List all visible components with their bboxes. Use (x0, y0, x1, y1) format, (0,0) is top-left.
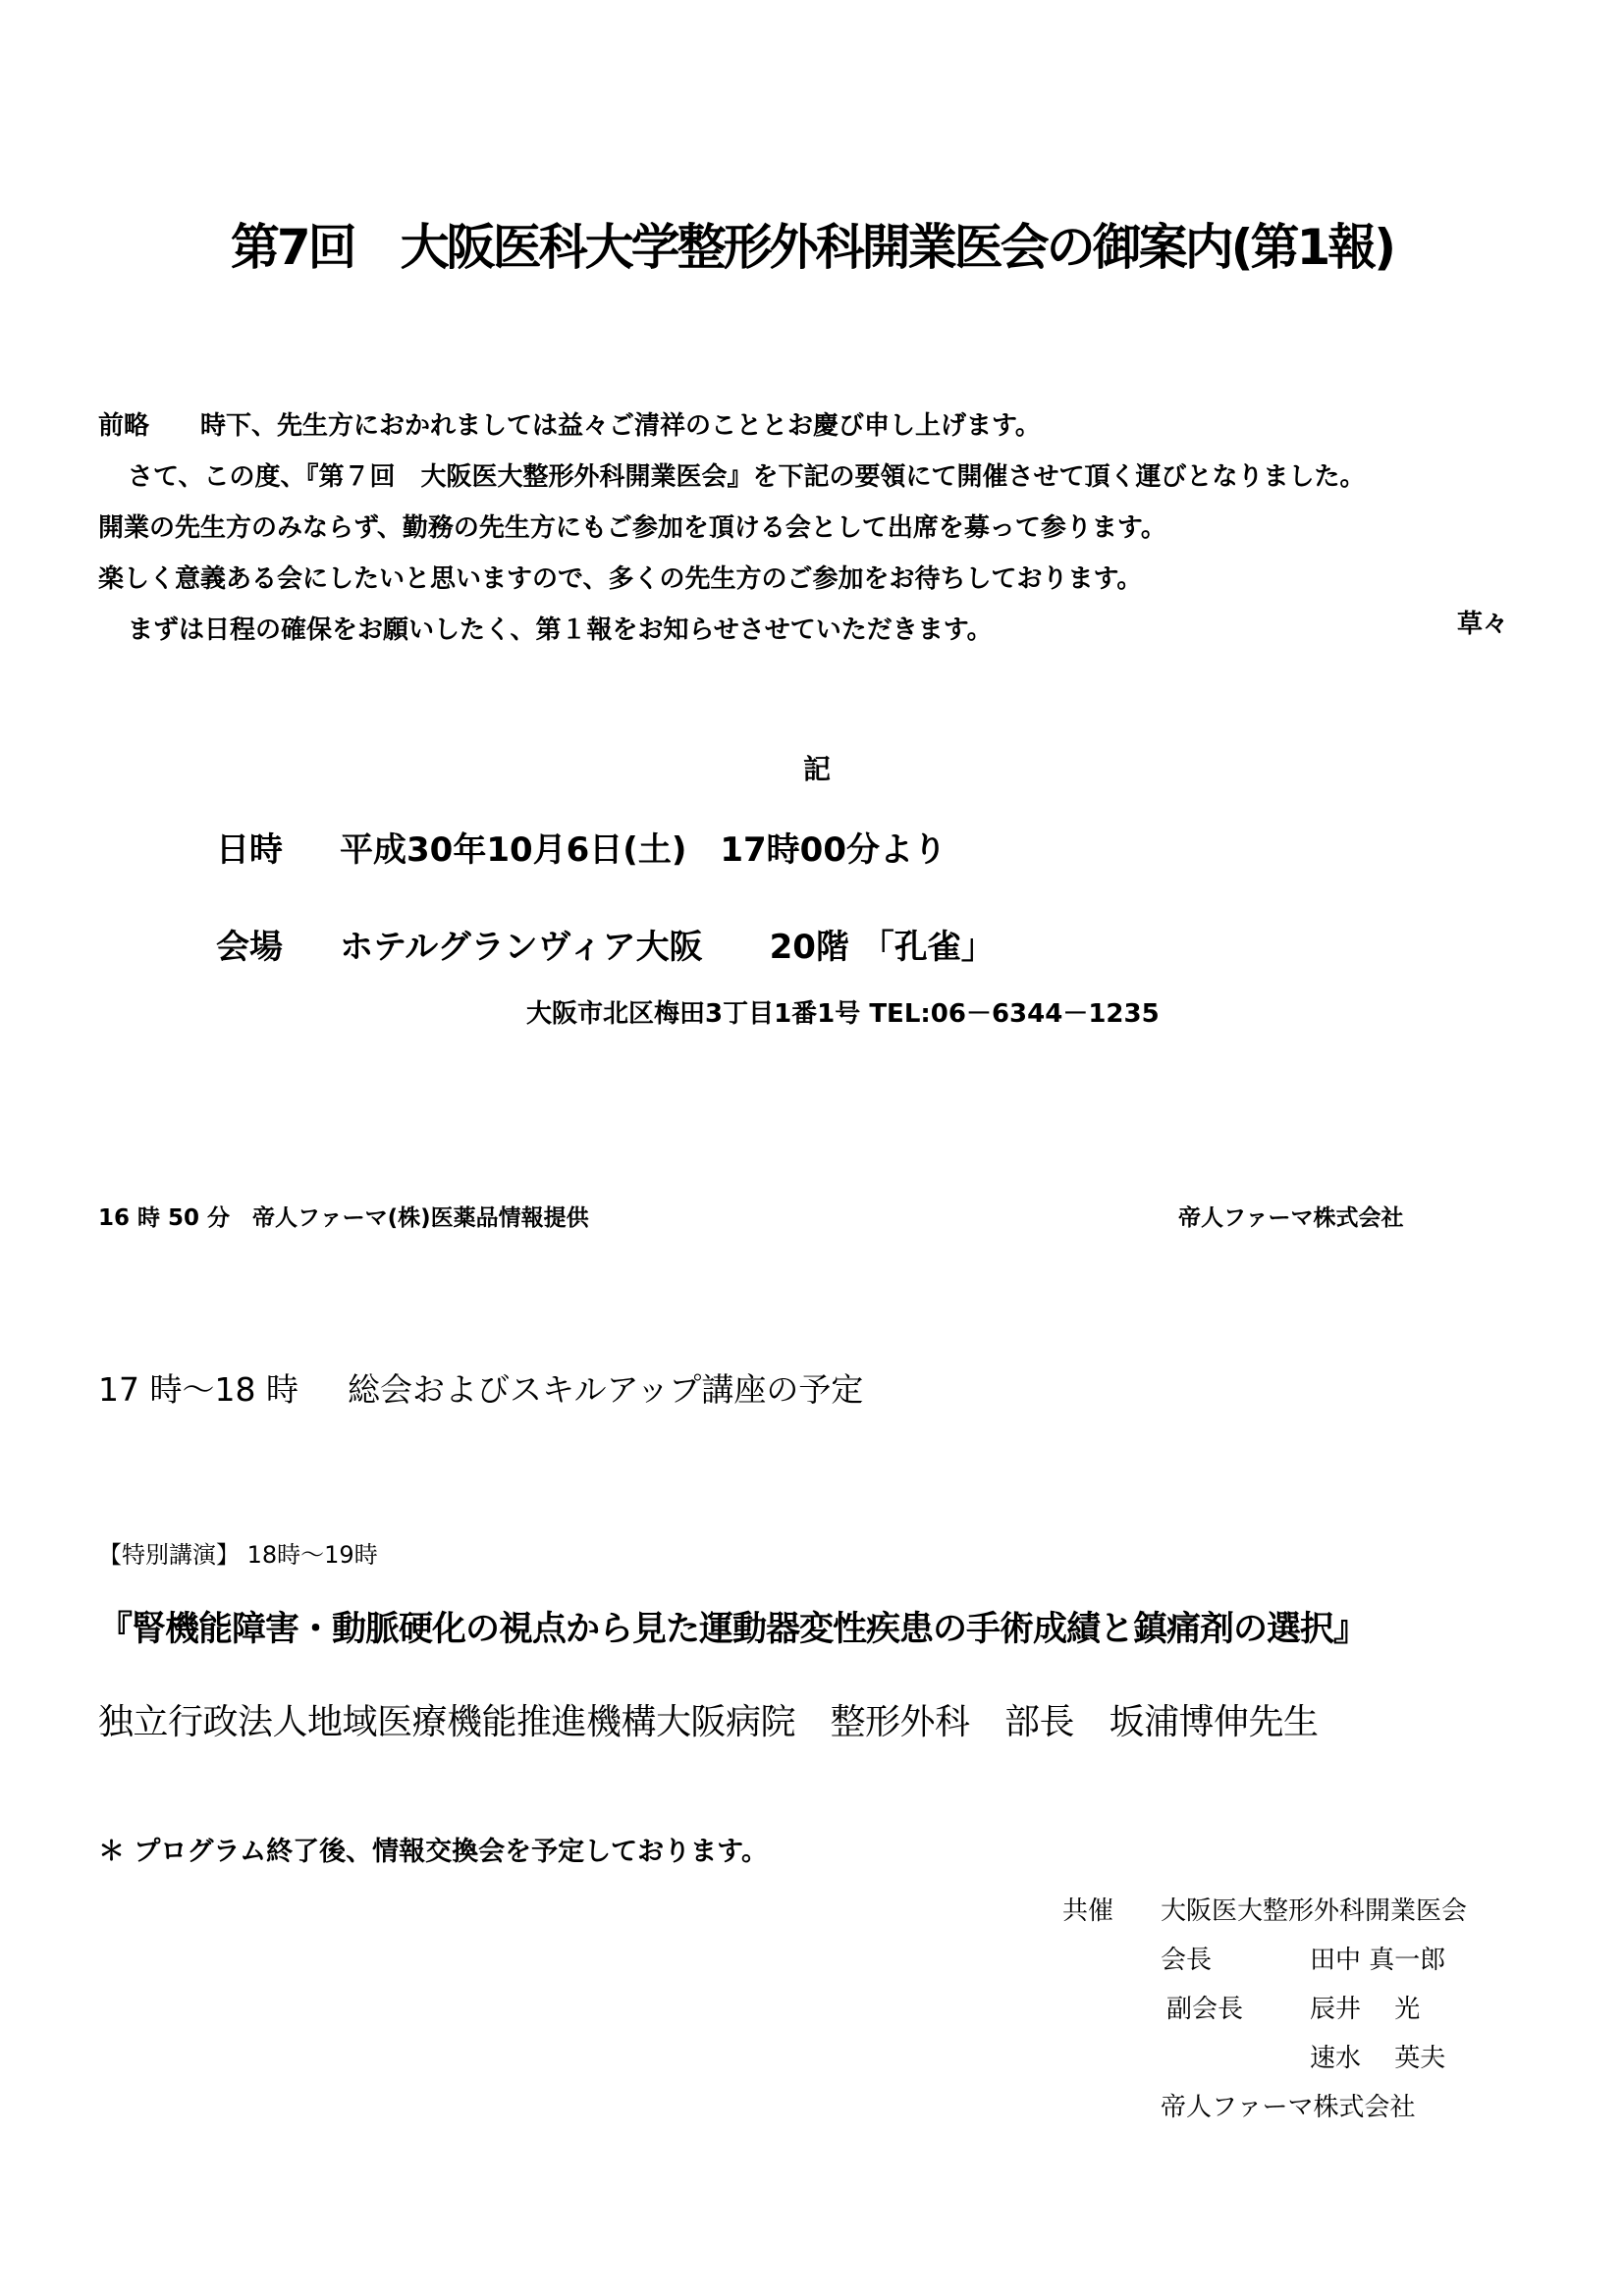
special-lecture-label: 【特別講演】 18時～19時 (98, 1541, 378, 1569)
cohost-org: 大阪医大整形外科開業医会 (1161, 1896, 1468, 1926)
schedule-text: 総会およびスキルアップ講座の予定 (347, 1370, 864, 1409)
vice-chair-name: 辰井 光 (1310, 1995, 1421, 2024)
datetime-row (216, 823, 947, 871)
venue-value: ホテルグランヴィア大阪 20階 「孔雀」 (340, 928, 995, 967)
lecture-title: 『腎機能障害・動脈硬化の視点から見た運動器変性疾患の手術成績と鎮痛剤の選択』 (98, 1610, 1368, 1649)
greeting-line: さて、この度、『第７回 大阪医大整形外科開業医会』を下記の要領にて開催させて頂く運びとなりました。 (128, 462, 1366, 492)
schedule-general-meeting (98, 1364, 863, 1411)
closing-word: 草々 (1457, 610, 1509, 639)
schedule-company: 帝人ファーマ株式会社 (1178, 1205, 1404, 1231)
sponsor-company: 帝人ファーマ株式会社 (1161, 2093, 1416, 2122)
greeting-line: まずは日程の確保をお願いしたく、第１報をお知らせさせていただきます。 (128, 615, 993, 645)
greeting-line: 開業の先生方のみならず、勤務の先生方にもご参加を頂ける会として出席を募って参ります。 (98, 513, 1166, 543)
greeting-line: 前略 時下、先生方におかれましては益々ご清祥のこととお慶び申し上げます。 (98, 411, 1041, 441)
program-note: ＊ プログラム終了後、情報交換会を予定しております。 (98, 1837, 768, 1867)
greeting-paragraph (98, 400, 1365, 656)
venue-row (216, 920, 995, 968)
greeting-line: 楽しく意義ある会にしたいと思いますので、多くの先生方のご参加をお待ちしております。 (98, 564, 1143, 594)
vice-chair-label: 副会長 (1166, 1995, 1244, 2024)
ki-heading: 記 (803, 753, 832, 785)
chair-name: 田中 真一郎 (1310, 1946, 1446, 1975)
venue-address: 大阪市北区梅田3丁目1番1号 TEL:06－6344－1235 (526, 999, 1160, 1029)
vice-chair-name: 速水 英夫 (1310, 2044, 1446, 2073)
schedule-time: 17 時～18 時 (98, 1370, 298, 1409)
datetime-value: 平成30年10月6日(土) 17時00分より (340, 830, 947, 870)
cohost-label: 共催 (1062, 1896, 1114, 1926)
schedule-info-provision: 16 時 50 分 帝人ファーマ(株)医薬品情報提供 (98, 1205, 589, 1231)
page-title: 第7回 大阪医科大学整形外科開業医会の御案内(第1報) (230, 219, 1394, 276)
lecture-speaker: 独立行政法人地域医療機能推進機構大阪病院 整形外科 部長 坂浦博伸先生 (98, 1702, 1319, 1742)
chair-label: 会長 (1161, 1946, 1213, 1975)
venue-label: 会場 (216, 928, 283, 967)
datetime-label: 日時 (216, 830, 283, 870)
